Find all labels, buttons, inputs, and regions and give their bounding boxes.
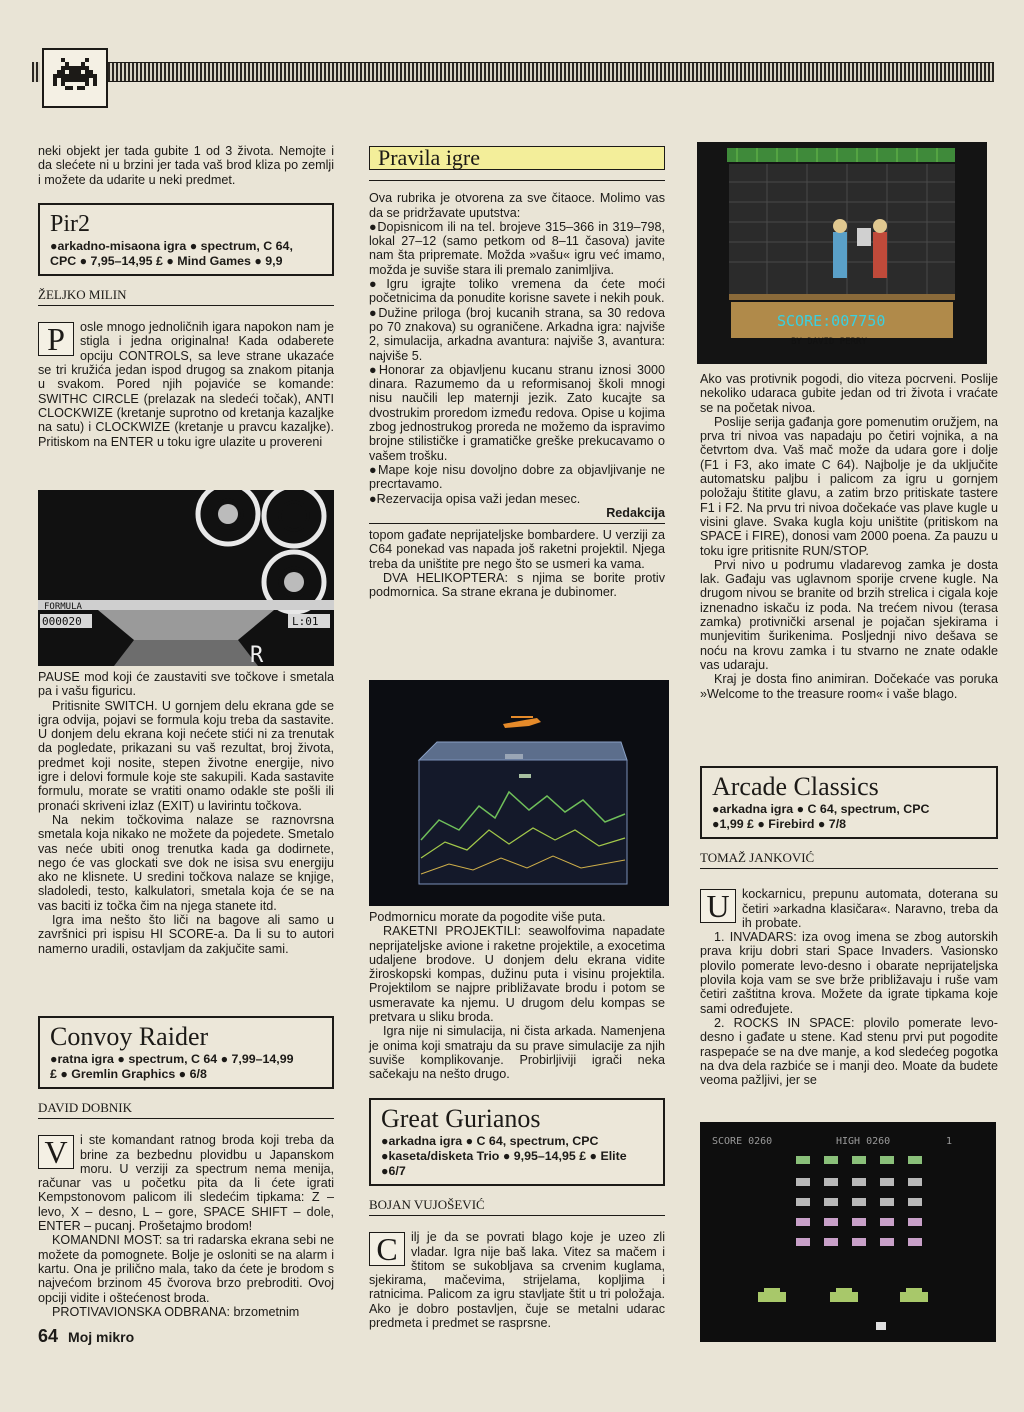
arcade-body [700, 887, 998, 930]
column-1-mid [38, 670, 334, 956]
gurianos-p1: ilj je da se povrati blago koje je uzeo zli vladar. Igra nije baš laka. Vitez sa mačem i štitom se sukobljava sa crvenim kuglama, sjekirama, mačevima, strijelama, kopljima i ratnicima. Palicom za igru stavljate štit u tri položaja. Ako je dobro postavljen, čuje se metalni udarac predmeta i predmet se rasprsne. [369, 1230, 665, 1331]
arcade-sub2: ● 1,99 £ ● Firebird ● 7/8 [712, 817, 988, 832]
header-bar-stub [32, 62, 40, 82]
convoy-title: Convoy Raider [50, 1022, 209, 1051]
rules-intro: Ova rubrika je otvorena za sve čitaoce. Molimo vas da se pridržavate uputstva: [369, 191, 665, 220]
pir2-screen-formula: FORMULA [44, 602, 82, 612]
page-footer [38, 1326, 134, 1347]
rules-title-box [369, 146, 665, 170]
pir2-author: ŽELJKO MILIN [38, 288, 334, 306]
convoy-sub2: £ ● Gremlin Graphics ● 6/8 [50, 1067, 207, 1081]
arcade-screenshot [700, 1122, 996, 1342]
rules-item-3: ● Dužine priloga (broj kucanih strana, sa 30 redova po 70 znakova) su ograničene. Arkadna igra: najviše 2, simulacija, arkadna avantura: najviše 3, avantura: najviše 5. [369, 306, 665, 363]
pir2-p5: Igra ima nešto što liči na bagove ali samo u završnici pri ispisu HI SCORE-a. Da li su to autori namerno uradili, ostavljam da zakjučite sami. [38, 913, 334, 956]
arcade-p1: kockarnicu, prepunu automata, doterana su četiri »arkadna klasičara«. Naravno, treba da ih probate. [742, 887, 998, 930]
header-striped-bar [108, 62, 994, 82]
arcade-author: TOMAŽ JANKOVIĆ [700, 851, 998, 869]
convoy-author: DAVID DOBNIK [38, 1101, 334, 1119]
magazine-name: Moj mikro [68, 1329, 135, 1345]
convoy-col2-p1: topom gađate neprijateljske bombardere. U verziji za C64 ponekad vas napada još raketni projektil. Njega treba da uništite pre nego što se usmeri ka vama. [369, 523, 665, 571]
pir2-p1: osle mnogo jednoličnih igara napokon nam je stigla i jedna originalna! Kada odaberete opciju CONTROLS, sa leve strane ukazaće se tri kružića jedan ispod drugog sa znakom pitanja u svakom. Pored njih pojaviće se komande: SWITHC CIRCLE (prelazak na sledeći točak), ANTI CLOCKWIZE (kretanje suprotno od kretanja kazaljke na satu) i CLOCKWIZE (kretanje u pravcu kazaljke). Pritiskom na ENTER u toku igre ulazite u provereni [38, 320, 334, 449]
rules-item-2: ● Igru igrajte toliko vremena da ćete moći početnicima da ponudite korisne savete i nekih pouk. [369, 277, 665, 306]
pir2-screen-lives: L:01 [292, 615, 319, 628]
column-1-bottom [38, 1016, 334, 1319]
arcade-screen-lives: 1 [946, 1136, 953, 1147]
pir2-sub2: CPC ● 7,95–14,95 £ ● Mind Games ● 9,9 [50, 253, 283, 268]
pir2-p2: PAUSE mod koji će zaustaviti sve točkove i smetala pa i vašu figuricu. [38, 670, 334, 699]
pir2-drop-cap: P [38, 322, 74, 356]
rules-item-5: ● Mape koje nisu dovoljno dobre za objavljivanje ne precrtavamo. [369, 463, 665, 492]
pir2-title: Pir2 [50, 210, 91, 237]
convoy-col2-p4: RAKETNI PROJEKTILI: seawolfovima napadate neprijateljske avione i raketne projektile, a exocetima udaljene brodove. U donjem delu ekrana vidite žiroskopski kompas, dužinu puta i visinu projektila. Projektilom se najpre približavate brodu i potom se usmeravate ka njemu. U drugom delu kompas se pretvara u sliku broda. [369, 924, 665, 1025]
convoy-screenshot [369, 680, 669, 906]
arcade-header-box [700, 766, 998, 839]
space-invader-icon [42, 48, 108, 108]
convoy-drop-cap: V [38, 1135, 74, 1169]
page-number: 64 [38, 1326, 59, 1346]
pir2-p4: Na nekim točkovima nalaze se raznovrsna smetala koja nikako ne možete da pojedete. Smetalo vas neće ubiti onog trenutka kada ga dodirnete, nego će vas glockati sve dok ne isisa svu energiju ako ne klisnete. U sredini točkova nalaze se knjige, sladoledi, testo, kalkulatori, smetala koja će se na vas baciti iz točka čim na njega stanete itd. [38, 812, 334, 913]
gurianos-header-box [369, 1098, 665, 1186]
gurianos-sub3: ● 6/7 [381, 1164, 655, 1179]
rules-item-6: ● Rezervacija opisa važi jedan mesec. [369, 492, 665, 506]
convoy-col2-p2: DVA HELIKOPTERA: s njima se borite protiv podmornica. Sa strane ekrana je dubinomer. [369, 571, 665, 600]
column-3-mid [700, 766, 998, 1087]
gurianos-drop-cap: C [369, 1232, 405, 1266]
column-1-top [38, 144, 334, 449]
intro-text: neki objekt jer tada gubite 1 od 3 života. Nemojte i da slećete ni u brzini jer tada vaš brod kliza po zemlji i možete da udarite u neki predmet. [38, 144, 334, 187]
convoy-col2-p5: Igra nije ni simulacija, ni čista arkada. Namenjena je onima koji smatraju da su prave simulacije za njih suviše komplikovanje. Probirljiviji igrači neka sačekaju na nešto drugo. [369, 1024, 665, 1082]
arcade-title: Arcade Classics [712, 772, 879, 801]
convoy-p2: KOMANDNI MOST: sa tri radarska ekrana sebi ne možete da pomognete. Bolje je osloniti se na alarm i kartu. Ona je prilično mala, tako da ćete je brodom s najvećom brzinom 45 čvorova brzo prebroditi. Ovoj opciji vidite i oštećenost broda. [38, 1233, 334, 1305]
gurianos-sub1: ● arkadna igra ● C 64, spectrum, CPC [381, 1134, 655, 1149]
gurianos-body [369, 1230, 665, 1330]
rules-title: Pravila igre [378, 145, 481, 170]
gurianos-col3-p2: Poslije serija gađanja gore pomenutim oružjem, na prva tri nivoa vas napadaju po četiri vojnika, a na četvrtom dva. Vaš mač može da udara gore i dolje (F1 i F3, ako imate C 64). Najbolje je da uključite automatsku paljbu i palicom za igru u gornjem položaju štitite glavu, a zatim brzo pritiskate tastere F1 i F2. Na prvu tri nivoa dočekaće vas plave kugle u visini glave. Svaka kugla koju uništite (pritiskom na SPACE i FIRE), donosi vam 2000 poena. Za pauzu u toku igre pritisnite RUN/STOP. [700, 414, 998, 558]
gurianos-col3-p1: Ako vas protivnik pogodi, dio viteza pocrveni. Poslije nekoliko udaraca gubite jedan od tri života i vraćate se na početak nivoa. [700, 372, 998, 415]
pir2-header-box [38, 203, 334, 276]
arcade-screen-hi: HIGH 0260 [836, 1136, 891, 1147]
column-2-top [369, 146, 665, 600]
gurianos-title: Great Gurianos [381, 1104, 541, 1133]
convoy-p3: PROTIVAVIONSKA ODBRANA: brzometnim [52, 1304, 300, 1319]
arcade-drop-cap: U [700, 889, 736, 923]
convoy-p1: i ste komandant ratnog broda koji treba da brine za bezbednu plovidbu u Japanskom moru. U verziji za spectrum nema menija, računar vas u početku pita da li ćete igrati Kempstonovom palicom ili sledećim tipkama: Z – levo, X – desno, L – gore, SPACE SHIFT – dole, ENTER – pucanj. Prošetajmo brodom! [38, 1133, 334, 1234]
rules-item-1: ● Dopisnicom ili na tel. brojeve 315–366 in 319–798, lokal 27–12 (samo petkom od 8–11 časova) javite nam šta pripremate. Možda »vašu« igru već imamo, možda je suviše stara ili premalo zanimljiva. [369, 220, 665, 277]
convoy-header-box [38, 1016, 334, 1089]
gurianos-screen-score: SCORE:007750 [777, 312, 886, 330]
gurianos-screen-credit: BY DAVID PERRY [791, 337, 867, 347]
rules-signature: Redakcija [606, 505, 665, 520]
column-2-mid [369, 910, 665, 1082]
pir2-p3: Pritisnite SWITCH. U gornjem delu ekrana gde se igra odvija, pojavi se formula koju treba da sastavite. U donjem delu ekrana koji nećete stići ni za trenutak da pogledate, prikazani su vaš rezultat, broj života, predmet koji nosite, stepen životne energije, nivo igre i delovi formule koje ste sakupili. Kada sastavite formulu, morate se vratiti onamo odakle ste pošli ili pronaći skriveni izlaz (EXIT) u lavirintu točkova. [38, 698, 334, 813]
convoy-col2-p3: Podmornicu morate da pogodite više puta. [369, 910, 606, 924]
arcade-p3: 2. ROCKS IN SPACE: plovilo pomerate levo-desno i gađate u stene. Kad stenu prvi put pogodite raspepaće se na dve manje, a kod sledećeg pogotka na dva dela razbiće se i manji deo. Moate da budete veoma pažljivi, jer se [700, 1015, 998, 1088]
arcade-screen-score: SCORE 0260 [712, 1136, 773, 1147]
pir2-sub1: ● arkadno-misaona igra ● spectrum, C 64, [50, 239, 324, 254]
pir2-screen-letter: R [250, 643, 264, 666]
arcade-sub1: ● arkadna igra ● C 64, spectrum, CPC [712, 802, 988, 817]
arcade-p2: 1. INVADARS: iza ovog imena se zbog autorskih prava kriju dobri stari Space Invaders. Vasionsko plovilo pomerate levo-desno i obarate neprijateljska plovila koja vam se sve brže približavaju i ruše vam četiri zaštitna krova. Možete da igrate tipkama koje sami određujete. [700, 930, 998, 1016]
rules-body [369, 180, 665, 520]
pir2-body [38, 320, 334, 449]
gurianos-col3-p4: Kraj je dosta fino animiran. Dočekaće vas poruka »Welcome to the treasure room« i vaše blago. [700, 672, 998, 701]
gurianos-col3-p3: Prvi nivo u podrumu vladarevog zamka je dosta lak. Gađaju vas uglavnom sporije crvene kugle. Na drugom nivou se branite od brzih strelica i cigala koje iznenadno iskaču iz poda. Na trećem nivou (terasa zamka) protivnički arsenal je pojačan sjekirama i munjevitim šurikenima. Posljednji nivo dešava se noću na krovu zamka i tu stvarno ne znate odakle vas udaraju. [700, 557, 998, 672]
column-2-bottom [369, 1098, 665, 1330]
column-3-top [700, 372, 998, 701]
rules-item-4: ● Honorar za objavljenu kucanu stranu iznosi 3000 dinara. Razumemo da u reformisanoj školi mnogi nisu naučili lep maternji jezik. Zato kucajte sa dvostrukim proredom između redova. Opise u kojima zbog jednostrukog proreda ne možemo da ispravimo brojne stilističke i gramatičke greške prekucavamo o vašem trošku. [369, 363, 665, 463]
convoy-body [38, 1133, 334, 1233]
gurianos-author: BOJAN VUJOŠEVIĆ [369, 1198, 665, 1216]
pir2-screenshot [38, 490, 334, 666]
gurianos-sub2: ● kaseta/disketa Trio ● 9,95–14,95 £ ● Elite [381, 1149, 655, 1164]
gurianos-screenshot [697, 142, 987, 364]
convoy-sub1: ● ratna igra ● spectrum, C 64 ● 7,99–14,99 [50, 1052, 324, 1067]
pir2-screen-score: 000020 [42, 615, 82, 628]
